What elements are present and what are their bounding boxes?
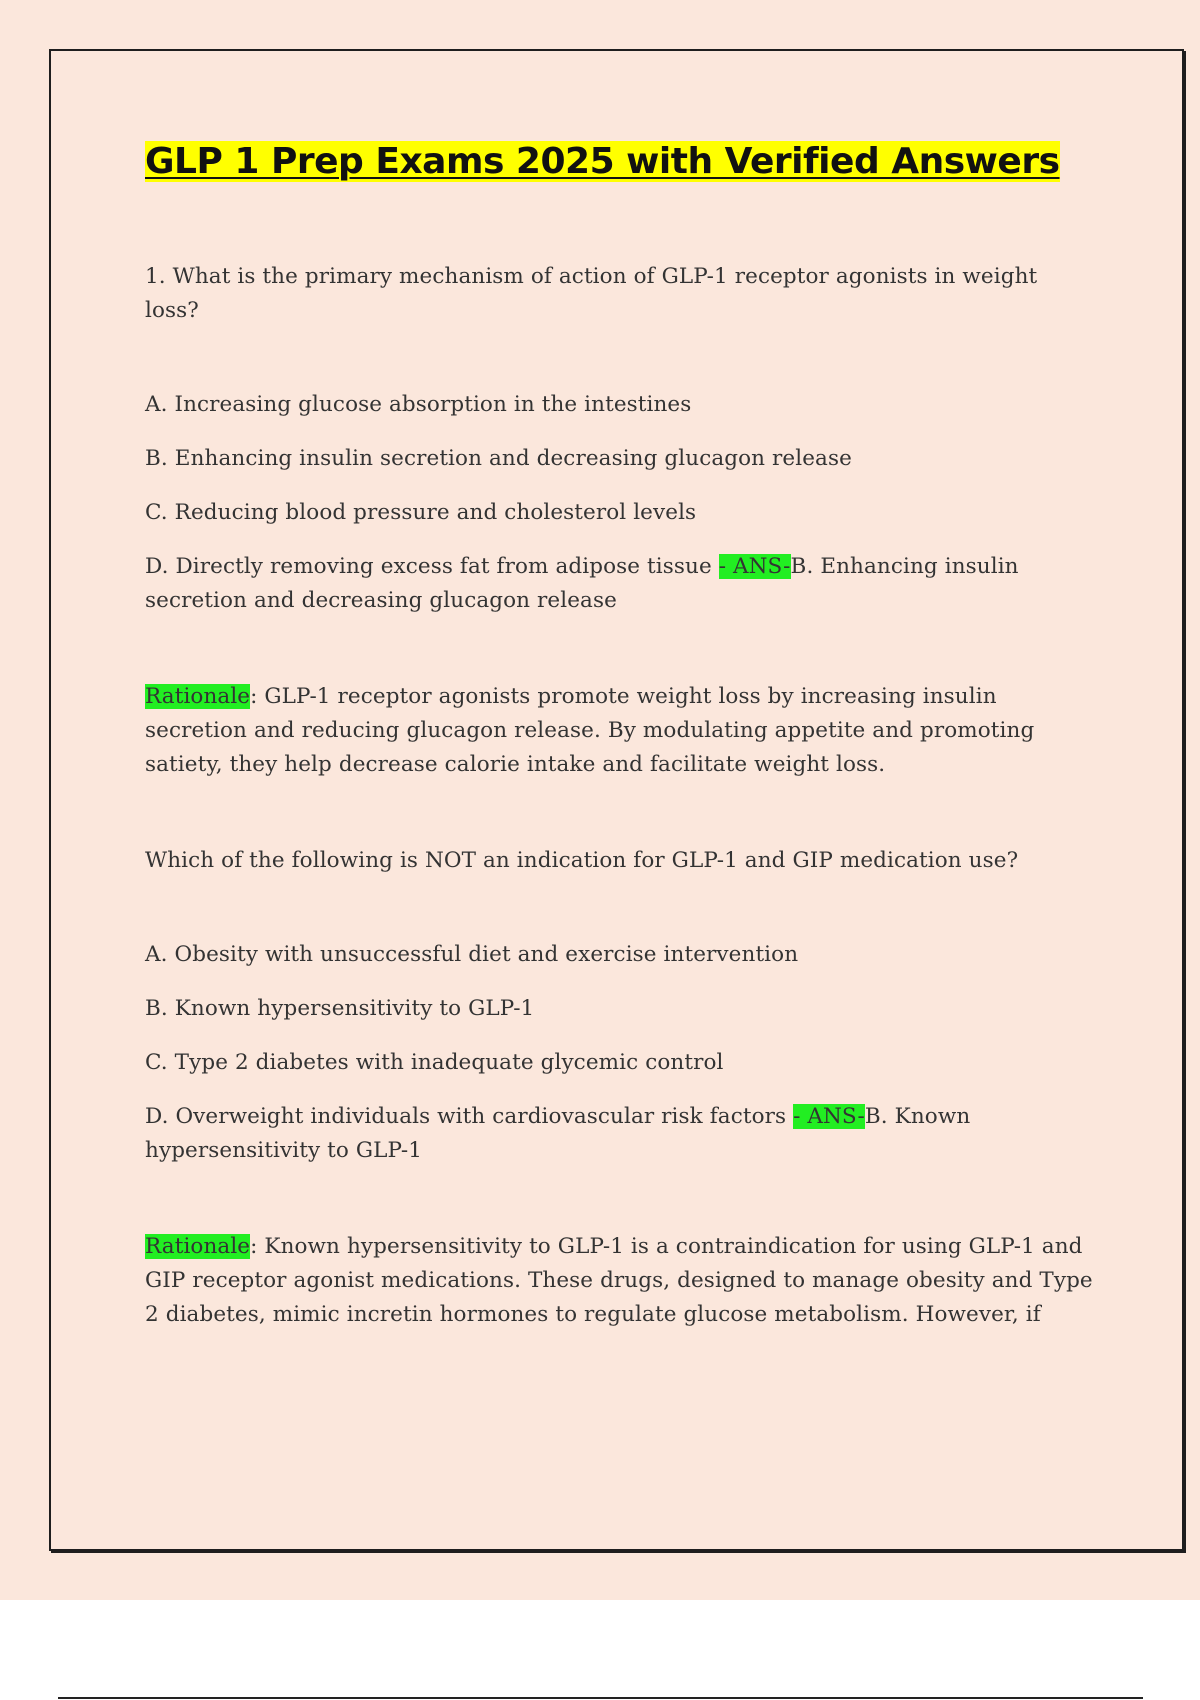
question-1: 1. What is the primary mechanism of action of GLP-1 receptor agonists in weight loss? (145, 264, 1038, 323)
rationale-text: : GLP-1 receptor agonists promote weight loss by increasing insulin secretion and reducing glucagon release. By modulating appetite and promoting satiety, they help decrease calorie intake and facilitate weight loss. (145, 684, 1035, 777)
question-2-option-d (145, 1100, 1095, 1168)
question-2-option-b: B. Known hypersensitivity to GLP-1 (145, 996, 535, 1021)
question-1-option-b: B. Enhancing insulin secretion and decreasing glucagon release (145, 446, 852, 471)
question-2-option-d-text: D. Overweight individuals with cardiovascular risk factors (145, 1104, 787, 1129)
question-1-option-d-text: D. Directly removing excess fat from adipose tissue (145, 554, 712, 579)
question-2: Which of the following is NOT an indication for GLP-1 and GIP medication use? (145, 848, 1019, 873)
question-2-option-a: A. Obesity with unsuccessful diet and exercise intervention (145, 942, 799, 967)
question-2-rationale (145, 1230, 1095, 1332)
question-2-answer: B. Known hypersensitivity to GLP-1 (145, 1104, 971, 1163)
rationale-text: : Known hypersensitivity to GLP-1 is a contraindication for using GLP-1 and GIP receptor agonist medications. These drugs, designed to manage obesity and Type 2 diabetes, mimic incretin hormones to regulate glucose metabolism. However, if (145, 1234, 1093, 1327)
question-1-option-a: A. Increasing glucose absorption in the intestines (145, 392, 692, 417)
bottom-divider (58, 1697, 1143, 1699)
answer-marker: - ANS- (793, 1104, 865, 1129)
title-block (145, 140, 1095, 260)
rationale-label: Rationale (145, 1234, 251, 1259)
question-2-option-c: C. Type 2 diabetes with inadequate glycemic control (145, 1050, 724, 1075)
question-1-answer: B. Enhancing insulin secretion and decreasing glucagon release (145, 554, 1019, 613)
answer-marker: - ANS- (718, 554, 791, 579)
question-1-option-c: C. Reducing blood pressure and cholesterol levels (145, 500, 697, 525)
document-content (145, 140, 1095, 1394)
question-1-rationale (145, 680, 1095, 782)
question-1-option-d (145, 550, 1095, 618)
rationale-label: Rationale (145, 684, 251, 709)
document-title: GLP 1 Prep Exams 2025 with Verified Answers (145, 141, 1060, 182)
